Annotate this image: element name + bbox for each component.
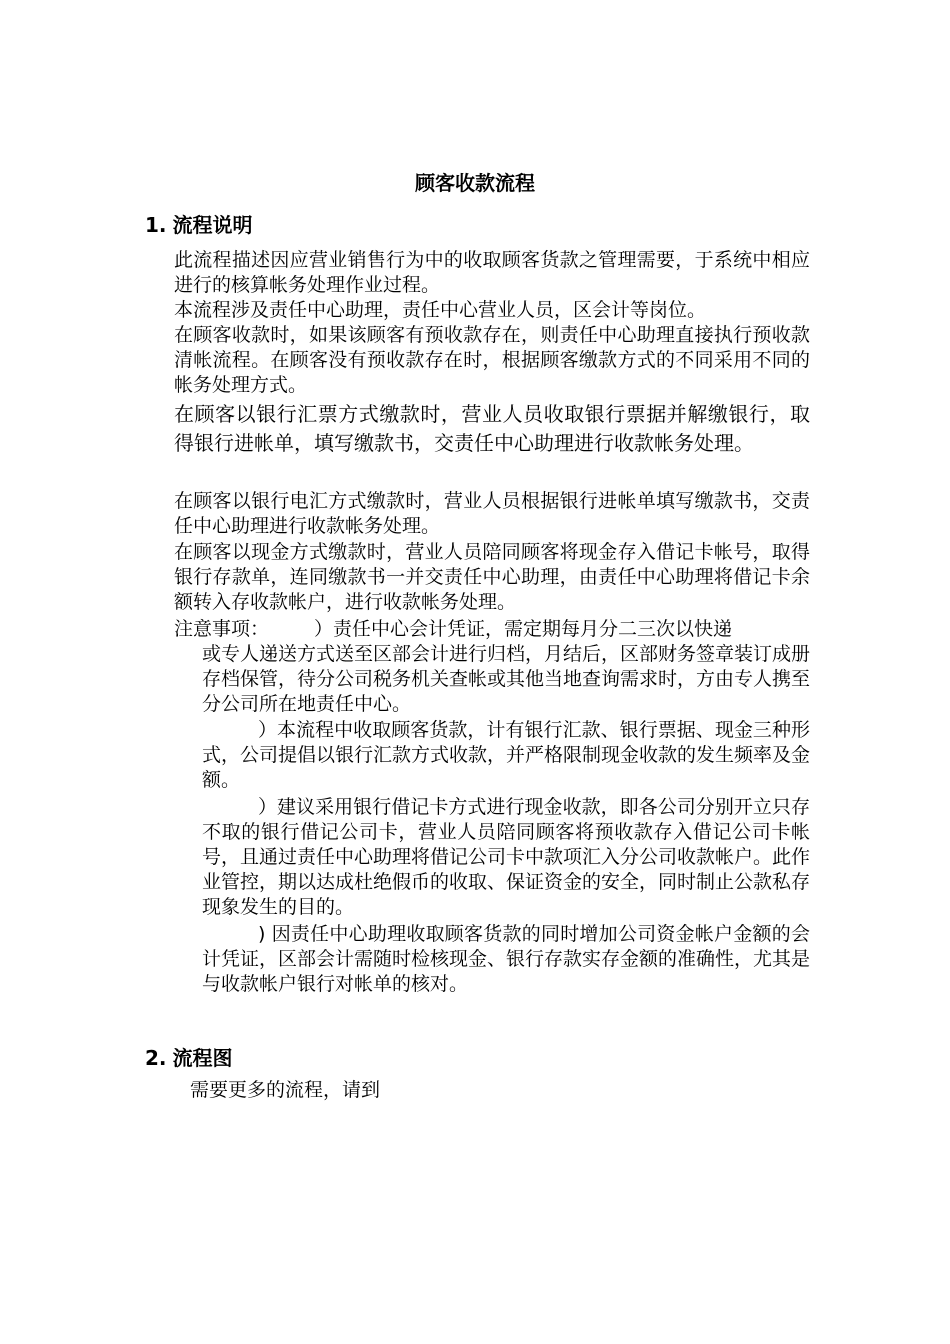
section-heading-1 [145, 212, 253, 238]
note-item-1 [174, 617, 810, 642]
section-number: 1. [145, 213, 167, 237]
section-title: 流程说明 [172, 213, 253, 237]
paragraph: 此流程描述因应营业销售行为中的收取顾客货款之管理需要，于系统中相应进行的核算帐务处理作业过程。 [174, 249, 810, 296]
document-title: 顾客收款流程 [415, 171, 535, 195]
note-text: 因责任中心助理收取顾客货款的同时增加公司资金帐户金额的会计凭证，区部会计需随时检核现金、银行存款实存金额的准确性，尤其是与收款帐户银行对帐单的核对。 [202, 923, 811, 995]
paragraph: 在顾客以现金方式缴款时，营业人员陪同顾客将现金存入借记卡帐号，取得银行存款单，连同缴款书一并交责任中心助理，由责任中心助理将借记卡余额转入存收款帐户，进行收款帐务处理。 [174, 541, 810, 613]
paragraph: 本流程涉及责任中心助理，责任中心营业人员，区会计等岗位。 [174, 299, 707, 321]
note-item-3: ）建议采用银行借记卡方式进行现金收款，即各公司分别开立只存不取的银行借记公司卡，营业人员陪同顾客将预收款存入借记公司卡帐号，且通过责任中心助理将借记公司卡中款项汇入分公司收款帐户。此作业管控，期以达成杜绝假币的收取、保证资金的安全，同时制止公款私存现象发生的目的。 [202, 796, 811, 918]
note-paren: ) [258, 923, 266, 945]
section-title: 流程图 [172, 1046, 233, 1070]
note-text-first-line: ）责任中心会计凭证，需定期每月分二三次以快递 [314, 618, 733, 640]
note-item-1-continued: 或专人递送方式送至区部会计进行归档，月结后，区部财务签章装订成册存档保管，待分公司税务机关查帐或其他当地查询需求时，方由专人携至分公司所在地责任中心。 [202, 643, 811, 715]
paragraph-emphasis: 在顾客以银行汇票方式缴款时，营业人员收取银行票据并解缴银行，取得银行进帐单，填写缴款书，交责任中心助理进行收款帐务处理。 [174, 402, 810, 455]
section-heading-2 [145, 1045, 233, 1071]
notes-label: 注意事项： [174, 618, 270, 640]
note-item-4 [202, 922, 810, 997]
paragraph: 在顾客收款时，如果该顾客有预收款存在，则责任中心助理直接执行预收款清帐流程。在顾客没有预收款存在时，根据顾客缴款方式的不同采用不同的帐务处理方式。 [174, 324, 810, 396]
section-number: 2. [145, 1046, 167, 1070]
note-item-2: ）本流程中收取顾客货款，计有银行汇款、银行票据、现金三种形式，公司提倡以银行汇款方式收款，并严格限制现金收款的发生频率及金额。 [202, 719, 811, 791]
closing-text: 需要更多的流程，请到 [190, 1079, 381, 1101]
paragraph: 在顾客以银行电汇方式缴款时，营业人员根据银行进帐单填写缴款书，交责任中心助理进行收款帐务处理。 [174, 490, 810, 537]
